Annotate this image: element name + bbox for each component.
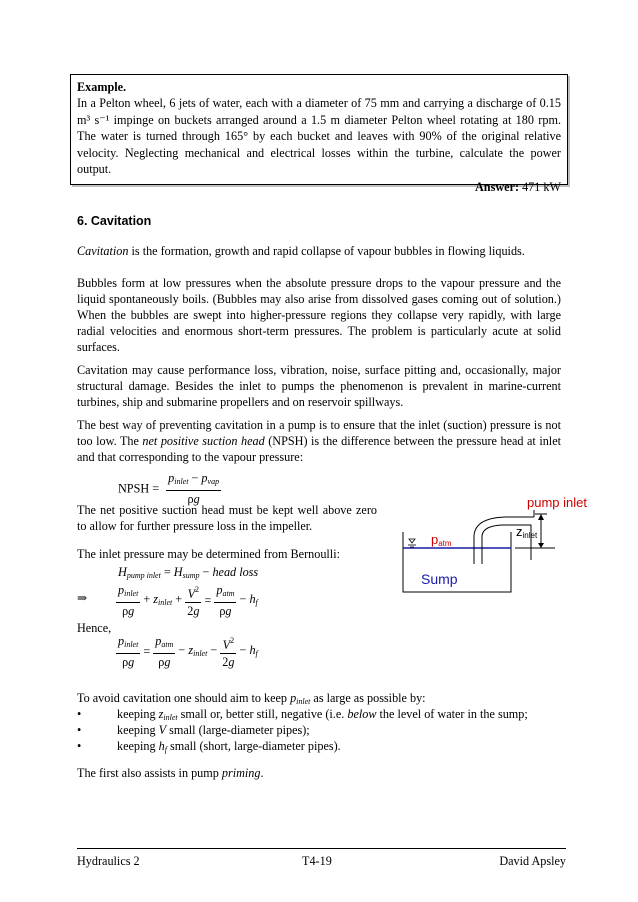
npsh-text-b: (NPSH) is the difference between the pressure head at inlet and that corresponding to the vapour pressure: <box>77 434 561 464</box>
bullet-text: keeping <box>117 723 159 737</box>
bullet-text: the level of water in the sump; <box>376 707 528 721</box>
npsh-term: net positive suction head <box>142 434 265 448</box>
bullet-var: V <box>158 723 167 737</box>
bullet-icon: • <box>77 707 82 721</box>
bernoulli-pressure-equation: $\frac{p_{inlet}}{\rho g}$ + $z_{inlet}$ + $\frac{V^2}{2g}$ = $\frac{p_{atm}}{\rho g}$ − $h_f$ <box>118 583 258 618</box>
bullet-text: keeping <box>117 707 159 721</box>
footer-center: T4-19 <box>302 854 332 868</box>
bullet-text: small (large-diameter pipes); <box>166 723 310 737</box>
example-box <box>70 74 568 194</box>
bullet-var: z <box>158 707 164 721</box>
bernoulli-head-equation: $H_{pump inlet} = H_{sump}$ − head loss <box>118 565 259 580</box>
avoid-sub: inlet <box>296 697 311 706</box>
bullet-icon: • <box>77 739 82 753</box>
bullet-text: small or, better still, negative (i.e. <box>177 707 348 721</box>
bullet-sub: inlet <box>163 713 178 722</box>
avoid-text-a: To avoid cavitation one should aim to keep <box>77 691 291 705</box>
sump-label: Sump <box>421 571 458 587</box>
example-answer <box>77 179 561 195</box>
p-atm-subscript: atm <box>438 539 452 548</box>
z-inlet-symbol: z <box>516 524 523 539</box>
footer-rule <box>77 848 566 849</box>
example-body: In a Pelton wheel, 6 jets of water, each with a diameter of 75 mm and carrying a discharge of 0.15 m³ s⁻¹ impinge on buckets arranged around a 1.5 m diameter Pelton wheel rotating at 180 rpm. The water is turned through 165° by each bucket and leaves with 90% of the original relative velocity. Neglecting mechanical and electrical losses within the turbine, calculate the power output. <box>77 96 561 176</box>
npsh-equation: NPSH = $\frac{p_{inlet} - p_{vap}}{\rho g}$ <box>118 471 220 506</box>
paragraph-positive: The net positive suction head must be kept well above zero to allow for further pressure loss in the impeller. <box>77 503 377 533</box>
priming-text-b: . <box>260 766 264 780</box>
pump-inlet-label: pump inlet <box>527 495 587 510</box>
bullet-text: keeping <box>117 739 159 753</box>
z-inlet-label <box>516 524 537 544</box>
paragraph-bubbles: Bubbles form at low pressures when the absolute pressure drops to the vapour pressure and the liquid spontaneously boils. (Bubbles may also arise from dissolved gases coming out of solution.) When the bubbles are swept into higher-pressure regions they collapse very rapidly, with large radial velocities and enormous short-term pressures. The problem is particularly acute at solid surfaces. <box>77 276 561 354</box>
paragraph-priming <box>77 765 264 781</box>
answer-value: 471 kW <box>522 179 561 194</box>
implies-symbol: ⇒ <box>77 591 88 605</box>
z-inlet-subscript: inlet <box>522 531 538 540</box>
answer-label: Answer: <box>475 179 520 194</box>
footer-right: David Apsley <box>499 854 566 868</box>
avoid-var: p <box>290 691 297 705</box>
paragraph-bernoulli: The inlet pressure may be determined from Bernoulli: <box>77 547 340 561</box>
footer-left: Hydraulics 2 <box>77 854 140 868</box>
bullet-var: h <box>158 739 165 753</box>
bullet-icon: • <box>77 723 82 737</box>
inlet-pressure-equation: $\frac{p_{inlet}}{\rho g}$ = $\frac{p_{atm}}{\rho g}$ − $z_{inlet}$ − $\frac{V^2}{2g}$ − $h_f$ <box>118 634 258 669</box>
hence-label: Hence, <box>77 621 112 635</box>
p-atm-symbol: p <box>431 532 439 547</box>
avoid-text-b: as large as possible by: <box>310 691 426 705</box>
example-heading: Example. <box>77 80 127 94</box>
npsh-text-a: The best way of preventing cavitation in a pump is to ensure that the inlet (suction) pressure is not too low. The <box>77 418 561 448</box>
paragraph-npsh <box>77 417 561 465</box>
paragraph-effects: Cavitation may cause performance loss, vibration, noise, surface pitting and, occasionally, major structural damage. Besides the inlet to pumps the phenomenon is prevalent in marine-current turbines, ship and submarine propellers and on reservoir spillways. <box>77 363 561 409</box>
bullet-emphasis: below <box>347 707 377 721</box>
bullet-text: small (short, large-diameter pipes). <box>166 739 341 753</box>
cavitation-definition <box>77 243 561 259</box>
priming-term: priming <box>221 766 261 780</box>
p-atm-label <box>431 532 452 552</box>
npsh-lhs: NPSH = <box>118 481 160 496</box>
definition-term: Cavitation <box>77 244 129 258</box>
bullet-sub: f <box>164 745 167 754</box>
definition-text: is the formation, growth and rapid collapse of vapour bubbles in flowing liquids. <box>128 244 525 258</box>
section-heading: 6. Cavitation <box>77 214 152 228</box>
priming-text-a: The first also assists in pump <box>77 766 222 780</box>
free-surface-marker-icon <box>409 539 415 543</box>
